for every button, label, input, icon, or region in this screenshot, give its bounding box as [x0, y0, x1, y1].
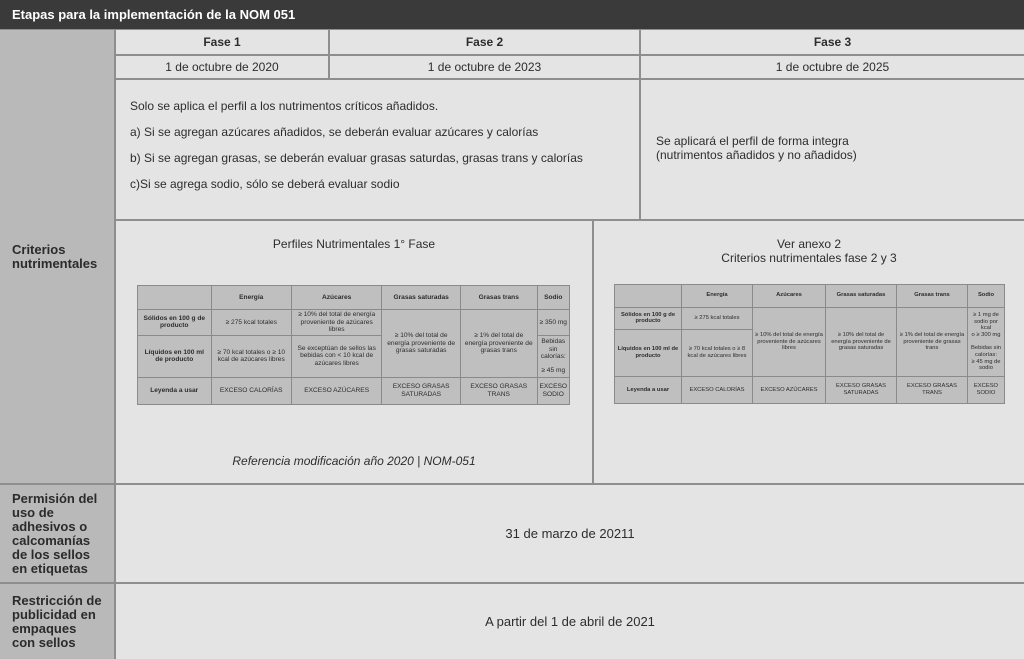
- criterios-line: a) Si se agregan azúcares añadidos, se deberán evaluar azúcares y calorías: [130, 125, 539, 139]
- table-header-cell: Azúcares: [753, 285, 826, 308]
- table-row-label: Líquidos en 100 ml de producto: [615, 330, 682, 377]
- phase-3-date: 1 de octubre de 2025: [641, 56, 1024, 78]
- table-header-cell: Sodio: [968, 285, 1005, 308]
- table-header-cell: Azúcares: [291, 286, 381, 310]
- table-cell: ≥ 10% del total de energía proveniente de azúcares libres: [291, 310, 381, 336]
- table-cell: [537, 335, 569, 377]
- phase-1-date: 1 de octubre de 2020: [116, 56, 328, 78]
- table-cell: ≥ 350 mg: [537, 310, 569, 336]
- table-cell: EXCESO AZÚCARES: [291, 377, 381, 404]
- table-cell: ≥ 10% del total de energía proveniente de grasas saturadas: [826, 307, 897, 377]
- table-cell-line: ≥ 45 mg: [541, 366, 566, 374]
- criterios-phase3-line: Se aplicará el perfil de forma integra: [656, 134, 849, 148]
- restriccion-label: Restricción de publicidad en empaques con sellos: [12, 592, 102, 650]
- table-cell: ≥ 10% del total de energía proveniente de grasas saturadas: [382, 310, 461, 378]
- row-label-restriccion: [0, 584, 114, 659]
- table-cell: [968, 307, 1005, 377]
- criterios-label: Criterios nutrimentales: [12, 241, 98, 271]
- restriccion-value: A partir del 1 de abril de 2021: [116, 584, 1024, 659]
- table-row-label: Sólidos en 100 g de producto: [615, 307, 682, 330]
- table-cell: EXCESO SODIO: [968, 377, 1005, 404]
- perfiles-reference: Referencia modificación año 2020 | NOM-051: [232, 454, 476, 468]
- anexo-panel: [594, 221, 1024, 483]
- table-header-cell: Grasas trans: [897, 285, 968, 308]
- criterios-phase12-cell: [116, 80, 639, 219]
- table-header-cell: Grasas saturadas: [826, 285, 897, 308]
- criterios-line: b) Si se agregan grasas, se deberán evaluar grasas saturdas, grasas trans y calorías: [130, 151, 583, 165]
- page-title: Etapas para la implementación de la NOM 051: [0, 0, 1024, 29]
- criterios-phase3-line: (nutrimentos añadidos y no añadidos): [656, 148, 857, 162]
- table-cell: EXCESO SODIO: [537, 377, 569, 404]
- table-row-label: Líquidos en 100 ml de producto: [138, 335, 212, 377]
- criterios-phase3-cell: [641, 80, 1024, 219]
- table-cell: EXCESO GRASAS SATURADAS: [382, 377, 461, 404]
- table-cell: EXCESO AZÚCARES: [753, 377, 826, 404]
- table-header-cell: Energía: [211, 286, 291, 310]
- table-cell: ≥ 1% del total de energía proveniente de grasas trans: [460, 310, 537, 378]
- table-cell: ≥ 70 kcal totales o ≥ 10 kcal de azúcares libres: [211, 335, 291, 377]
- table-cell-line: Bebidas sin calorías:: [540, 338, 566, 360]
- anexo-title-line: Ver anexo 2: [776, 237, 842, 251]
- criterios-line: Solo se aplica el perfil a los nutrimentos críticos añadidos.: [130, 99, 439, 113]
- permision-label: Permisión del uso de adhesivos o calcomanías de los sellos en etiquetas: [12, 490, 98, 576]
- anexo-title: [594, 237, 1024, 265]
- table-header-cell: [615, 285, 682, 308]
- table-row-label: Sólidos en 100 g de producto: [138, 310, 212, 336]
- phase-3-header: Fase 3: [641, 30, 1024, 54]
- table-cell: ≥ 275 kcal totales: [211, 310, 291, 336]
- table-cell-line: ≥ 1 mg de sodio por kcal: [973, 311, 999, 332]
- table-header-cell: [138, 286, 212, 310]
- table-row-label: Leyenda a usar: [138, 377, 212, 404]
- anexo-table: [614, 284, 1005, 404]
- table-header-cell: Grasas trans: [460, 286, 537, 310]
- table-header-cell: Grasas saturadas: [382, 286, 461, 310]
- table-cell: EXCESO GRASAS TRANS: [897, 377, 968, 404]
- permision-value: 31 de marzo de 20211: [116, 485, 1024, 582]
- table-cell-line: o ≥ 300 mg: [971, 332, 1001, 339]
- table-cell: EXCESO CALORÍAS: [211, 377, 291, 404]
- anexo-title-line: Criterios nutrimentales fase 2 y 3: [721, 251, 897, 265]
- table-cell-line: Bebidas sin calorías:: [971, 344, 1001, 358]
- row-label-permision: [0, 485, 114, 582]
- perfiles-title: Perfiles Nutrimentales 1° Fase: [272, 237, 436, 251]
- table-row-label: Leyenda a usar: [615, 377, 682, 404]
- table-cell: Se exceptúan de sellos las bebidas con < 10 kcal de azúcares libres: [291, 335, 381, 377]
- phase-2-header: Fase 2: [330, 30, 639, 54]
- table-cell: ≥ 1% del total de energía proveniente de grasas trans: [897, 307, 968, 377]
- perfiles-table: [137, 285, 570, 405]
- table-cell-line: ≥ 45 mg de sodio: [971, 358, 1001, 372]
- table-cell: ≥ 275 kcal totales: [682, 307, 753, 330]
- phase-2-date: 1 de octubre de 2023: [330, 56, 639, 78]
- row-label-criterios: [0, 30, 114, 483]
- table-cell: EXCESO GRASAS TRANS: [460, 377, 537, 404]
- table-cell: ≥ 70 kcal totales o ≥ 8 kcal de azúcares libres: [682, 330, 753, 377]
- phase-1-header: Fase 1: [116, 30, 328, 54]
- table-cell: EXCESO CALORÍAS: [682, 377, 753, 404]
- table-cell: EXCESO GRASAS SATURADAS: [826, 377, 897, 404]
- table-header-cell: Energía: [682, 285, 753, 308]
- table-header-cell: Sodio: [537, 286, 569, 310]
- criterios-line: c)Si se agrega sodio, sólo se deberá evaluar sodio: [130, 177, 400, 191]
- table-cell: ≥ 10% del total de energía proveniente de azúcares libres: [753, 307, 826, 377]
- perfiles-fase1-panel: [116, 221, 592, 483]
